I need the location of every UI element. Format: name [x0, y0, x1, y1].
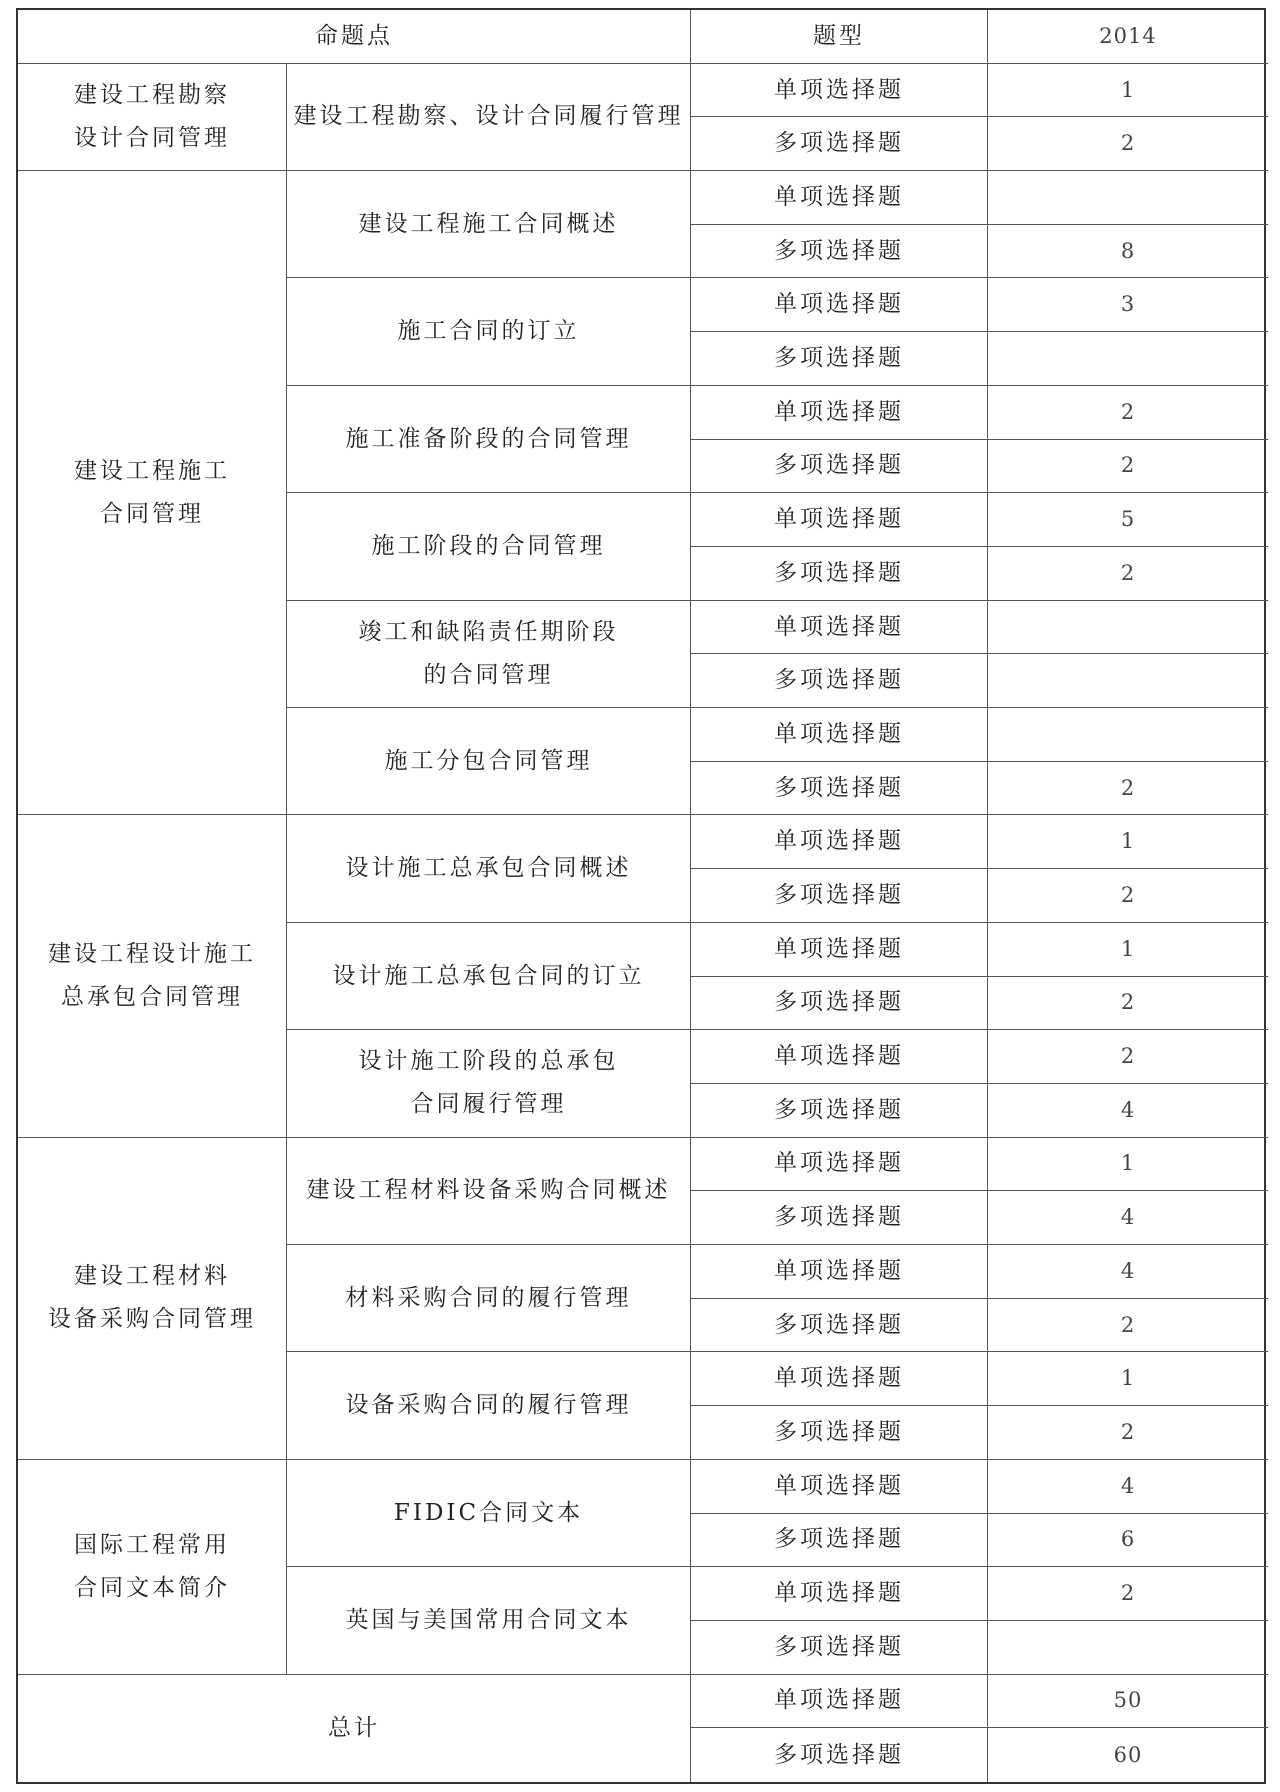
- count-single: 2: [988, 1567, 1268, 1621]
- question-type-single: 单项选择题: [691, 1567, 988, 1621]
- section-name: 建设工程施工 合同管理: [18, 171, 287, 815]
- question-type-multi: 多项选择题: [691, 547, 988, 601]
- question-type-single: 单项选择题: [691, 1675, 988, 1729]
- count-single: 4: [988, 1460, 1268, 1514]
- section-name: 建设工程材料 设备采购合同管理: [18, 1138, 287, 1460]
- total-multi: 60: [1113, 1742, 1143, 1767]
- count-multi: 2: [988, 977, 1268, 1031]
- question-type-multi: 多项选择题: [691, 225, 988, 279]
- subtopic-name: 材料采购合同的履行管理: [287, 1245, 691, 1352]
- count-multi: 8: [988, 225, 1268, 279]
- question-type-multi: 多项选择题: [691, 1514, 988, 1568]
- question-type-multi: 多项选择题: [691, 762, 988, 816]
- question-type-multi: 多项选择题: [691, 332, 988, 386]
- question-type-multi: 多项选择题: [691, 440, 988, 494]
- count-single: 2: [988, 386, 1268, 440]
- count-single: 1: [988, 1352, 1268, 1406]
- question-type-multi: 多项选择题: [691, 1728, 988, 1782]
- question-type-single: 单项选择题: [691, 1030, 988, 1084]
- subtopic-name: 施工阶段的合同管理: [287, 493, 691, 600]
- question-type-single: 单项选择题: [691, 386, 988, 440]
- count-multi: [988, 654, 1268, 708]
- count-multi: 2: [988, 440, 1268, 494]
- question-type-single: 单项选择题: [691, 64, 988, 118]
- count-multi: [988, 332, 1268, 386]
- count-multi: 2: [988, 547, 1268, 601]
- count-multi: 4: [988, 1191, 1268, 1245]
- question-type-multi: 多项选择题: [691, 1084, 988, 1138]
- question-type-multi: 多项选择题: [691, 117, 988, 171]
- header-topic: 命题点: [18, 10, 691, 64]
- subtopic-name: FIDIC合同文本: [287, 1460, 691, 1567]
- question-type-single: 单项选择题: [691, 1352, 988, 1406]
- count-multi: [988, 1621, 1268, 1675]
- question-type-multi: 多项选择题: [691, 977, 988, 1031]
- question-type-single: 单项选择题: [691, 493, 988, 547]
- total-single: 50: [988, 1675, 1268, 1729]
- subtopic-name: 施工合同的订立: [287, 278, 691, 385]
- question-type-single: 单项选择题: [691, 708, 988, 762]
- question-type-multi: 多项选择题: [691, 1191, 988, 1245]
- count-single: 1: [988, 815, 1268, 869]
- count-single: [988, 171, 1268, 225]
- question-type-multi: 多项选择题: [691, 1406, 988, 1460]
- count-multi: 2: [988, 1299, 1268, 1353]
- total-label: 总计: [18, 1675, 691, 1782]
- question-type-single: 单项选择题: [691, 278, 988, 332]
- subtopic-name: 建设工程施工合同概述: [287, 171, 691, 278]
- question-type-multi: 多项选择题: [691, 1299, 988, 1353]
- count-multi: 2: [988, 762, 1268, 816]
- count-single: 1: [988, 64, 1268, 118]
- count-multi: 2: [988, 1406, 1268, 1460]
- question-type-single: 单项选择题: [691, 1460, 988, 1514]
- question-type-single: 单项选择题: [691, 1138, 988, 1192]
- question-type-single: 单项选择题: [691, 1245, 988, 1299]
- question-type-multi: 多项选择题: [691, 1621, 988, 1675]
- header-year: 2014: [988, 10, 1268, 64]
- count-multi: 2: [988, 117, 1268, 171]
- subtopic-name: 设计施工总承包合同的订立: [287, 923, 691, 1030]
- question-type-single: 单项选择题: [691, 815, 988, 869]
- subtopic-name: 设备采购合同的履行管理: [287, 1352, 691, 1459]
- subtopic-name: 施工分包合同管理: [287, 708, 691, 815]
- count-single: 5: [988, 493, 1268, 547]
- count-multi: 6: [988, 1514, 1268, 1568]
- count-single: 1: [988, 923, 1268, 977]
- question-type-single: 单项选择题: [691, 923, 988, 977]
- header-type: 题型: [691, 10, 988, 64]
- subtopic-name: 建设工程勘察、设计合同履行管理: [287, 64, 691, 171]
- count-single: 4: [988, 1245, 1268, 1299]
- question-type-single: 单项选择题: [691, 171, 988, 225]
- question-type-multi: 多项选择题: [691, 654, 988, 708]
- question-type-single: 单项选择题: [691, 601, 988, 655]
- section-name: 建设工程设计施工 总承包合同管理: [18, 815, 287, 1137]
- count-single: [988, 601, 1268, 655]
- count-single: 1: [988, 1138, 1268, 1192]
- subtopic-name: 设计施工阶段的总承包 合同履行管理: [287, 1030, 691, 1137]
- question-type-multi: 多项选择题: [691, 869, 988, 923]
- subtopic-name: 竣工和缺陷责任期阶段 的合同管理: [287, 601, 691, 708]
- count-single: 3: [988, 278, 1268, 332]
- count-multi: 2: [988, 869, 1268, 923]
- count-multi: 4: [988, 1084, 1268, 1138]
- section-name: 国际工程常用 合同文本简介: [18, 1460, 287, 1675]
- count-single: 2: [988, 1030, 1268, 1084]
- subtopic-name: 设计施工总承包合同概述: [287, 815, 691, 922]
- subtopic-name: 施工准备阶段的合同管理: [287, 386, 691, 493]
- section-name: 建设工程勘察 设计合同管理: [18, 64, 287, 171]
- exam-statistics-table: [16, 8, 1266, 1784]
- subtopic-name: 建设工程材料设备采购合同概述: [287, 1138, 691, 1245]
- count-single: [988, 708, 1268, 762]
- subtopic-name: 英国与美国常用合同文本: [287, 1567, 691, 1674]
